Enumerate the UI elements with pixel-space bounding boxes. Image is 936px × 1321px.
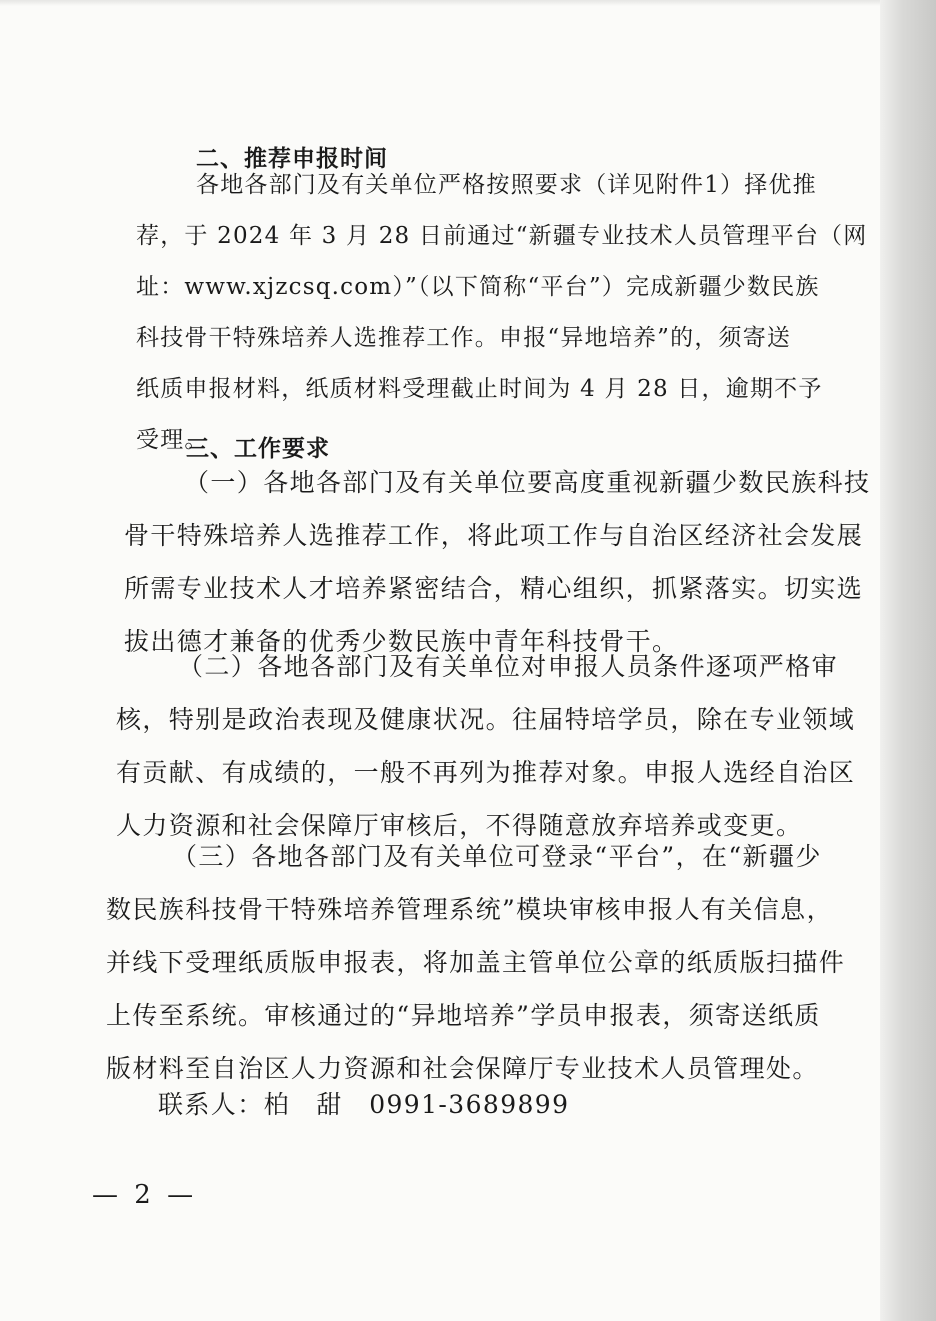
section3-item2 [116,640,855,852]
item3-line: 上传至系统。审核通过的“异地培养”学员申报表，须寄送纸质 [106,1001,821,1030]
contact-line: 联系人：柏 甜 0991-3689899 [158,1090,570,1119]
scan-top-edge [0,0,880,6]
section2-line: 受理。 [136,427,209,453]
section2-line: 各地各部门及有关单位严格按照要求（详见附件1）择优推 [196,172,817,198]
item1-line: （一）各地各部门及有关单位要高度重视新疆少数民族科技 [184,468,871,497]
item1-line: 拔出德才兼备的优秀少数民族中青年科技骨干。 [124,627,679,656]
section3-item3 [106,830,845,1095]
section3-item1 [124,456,870,668]
item1-line: 骨干特殊培养人选推荐工作，将此项工作与自治区经济社会发展 [124,521,864,550]
section2-line: 址：www.xjzcsq.com）”（以下简称“平台”）完成新疆少数民族 [136,274,820,300]
section2-line: 科技骨干特殊培养人选推荐工作。申报“异地培养”的，须寄送 [136,325,792,351]
scan-right-edge [880,0,936,1321]
item2-line: 核，特别是政治表现及健康状况。往届特培学员，除在专业领域 [116,705,856,734]
section2-line: 纸质申报材料，纸质材料受理截止时间为 4 月 28 日，逾期不予 [136,376,823,402]
section2-heading: 二、推荐申报时间 [196,146,388,172]
item3-line: 版材料至自治区人力资源和社会保障厅专业技术人员管理处。 [106,1054,819,1083]
page-number: — 2 — [92,1180,198,1210]
item1-line: 所需专业技术人才培养紧密结合，精心组织，抓紧落实。切实选 [124,574,864,603]
item3-line: 并线下受理纸质版申报表，将加盖主管单位公章的纸质版扫描件 [106,948,846,977]
item3-line: （三）各地各部门及有关单位可登录“平台”，在“新疆少 [172,842,822,871]
section2-paragraph [136,160,867,466]
item2-line: 人力资源和社会保障厅审核后，不得随意放弃培养或变更。 [116,811,803,840]
section2-line: 荐，于 2024 年 3 月 28 日前通过“新疆专业技术人员管理平台（网 [136,223,868,249]
item2-line: 有贡献、有成绩的，一般不再列为推荐对象。申报人选经自治区 [116,758,856,787]
item3-line: 数民族科技骨干特殊培养管理系统”模块审核申报人有关信息， [106,895,833,924]
section3-heading: 三、工作要求 [186,436,330,462]
item2-line: （二）各地各部门及有关单位对申报人员条件逐项严格审 [178,652,839,681]
